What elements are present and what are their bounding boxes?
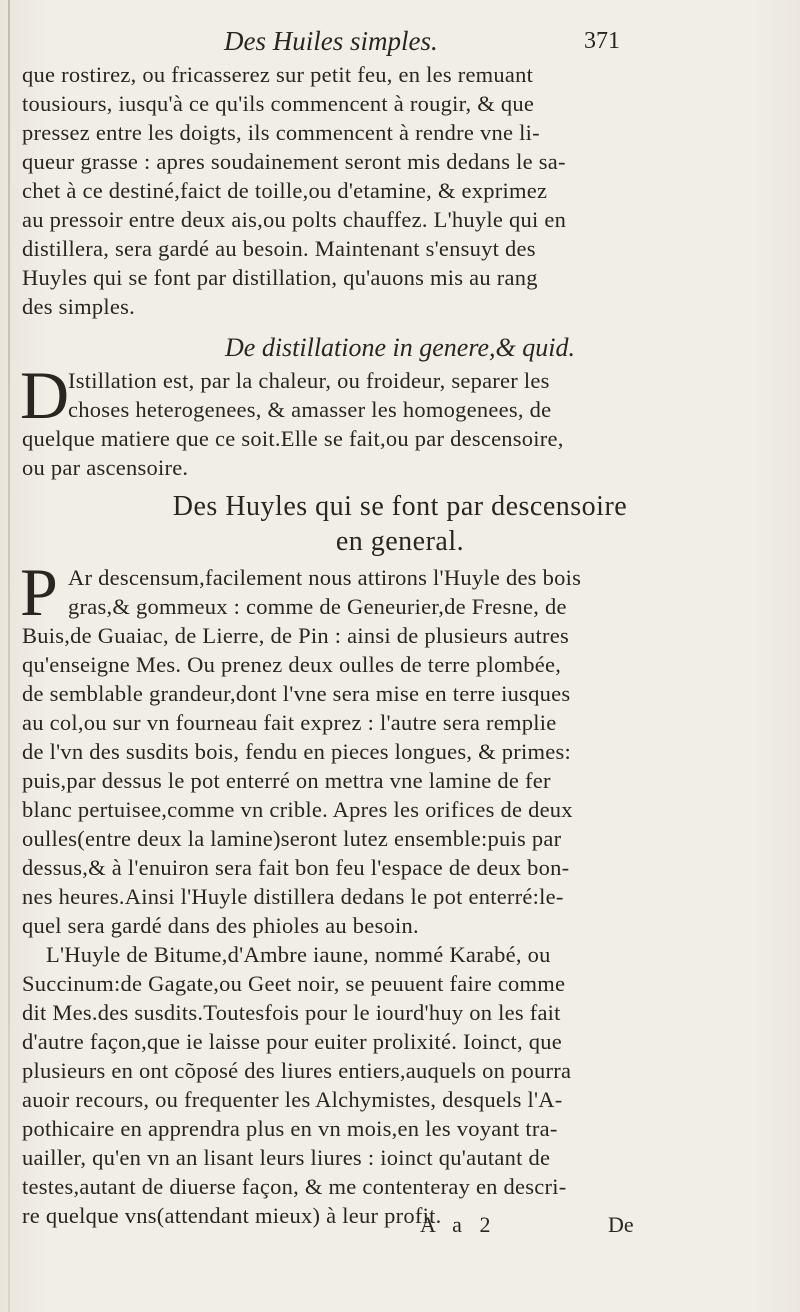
- text-line: puis,par dessus le pot enterré on mettra vne lamine de fer: [22, 768, 551, 793]
- paragraph-body: [22, 424, 774, 482]
- signature-mark: A a 2: [420, 1212, 497, 1237]
- drop-cap: D: [20, 357, 70, 433]
- text-line: au pressoir entre deux ais,ou polts chauffez. L'huyle qui en: [22, 207, 567, 232]
- text-line: de l'vn des susdits bois, fendu en pieces longues, & primes:: [22, 739, 571, 764]
- text-line: plusieurs en ont cõposé des liures entiers,auquels on pourra: [22, 1058, 572, 1083]
- text-line: blanc pertuisee,comme vn crible. Apres les orifices de deux: [22, 797, 573, 822]
- text-line: dessus,& à l'enuiron sera fait bon feu l'espace de deux bon-: [22, 855, 570, 880]
- text-line: pressez entre les doigts, ils commencent à rendre vne li-: [22, 120, 540, 145]
- text-line: chet à ce destiné,faict de toille,ou d'etamine, & exprimez: [22, 178, 548, 203]
- text-line: auoir recours, ou frequenter les Alchymistes, desquels l'A-: [22, 1087, 563, 1112]
- text-line: quel sera gardé dans des phioles au besoin.: [22, 913, 419, 938]
- text-line: dit Mes.des susdits.Toutesfois pour le iourd'huy on les fait: [22, 1000, 561, 1025]
- text-line: gras,& gommeux : comme de Geneurier,de Fresne, de: [68, 594, 567, 619]
- text-line: L'Huyle de Bitume,d'Ambre iaune, nommé Karabé, ou: [46, 942, 551, 967]
- text-line: Huyles qui se font par distillation, qu'auons mis au rang: [22, 265, 538, 290]
- text-line: que rostirez, ou fricasserez sur petit feu, en les remuant: [22, 62, 534, 87]
- page-gutter-edge: [8, 0, 10, 1312]
- text-line: Ar descensum,facilement nous attirons l'Huyle des bois: [68, 565, 582, 590]
- text-line: queur grasse : apres soudainement seront mis dedans le sa-: [22, 149, 566, 174]
- text-line: ou par ascensoire.: [22, 455, 189, 480]
- text-line: oulles(entre deux la lamine)seront lutez ensemble:puis par: [22, 826, 562, 851]
- text-line: distillera, sera gardé au besoin. Maintenant s'ensuyt des: [22, 236, 536, 261]
- text-line: des simples.: [22, 294, 135, 319]
- text-line: quelque matiere que ce soit.Elle se fait,ou par descensoire,: [22, 426, 564, 451]
- text-line: Istillation est, par la chaleur, ou froideur, separer les: [68, 368, 550, 393]
- section-heading-latin: De distillatione in genere,& quid.: [225, 333, 575, 362]
- text-line: choses heterogenees, & amasser les homogenees, de: [68, 397, 552, 422]
- section-heading-line2: en general.: [335, 526, 465, 557]
- section-heading-line1: Des Huyles qui se font par descensoire: [172, 491, 628, 522]
- text-line: pothicaire en apprendra plus en vn mois,en les voyant tra-: [22, 1116, 558, 1141]
- text-line: d'autre façon,que ie laisse pour euiter prolixité. Ioinct, que: [22, 1029, 562, 1054]
- text-line: nes heures.Ainsi l'Huyle distillera dedans le pot enterré:le-: [22, 884, 564, 909]
- text-line: uailler, qu'en vn an lisant leurs liures : ioinct qu'autant de: [22, 1145, 551, 1170]
- running-head: [0, 26, 800, 60]
- text-line: Buis,de Guaiac, de Lierre, de Pin : ainsi de plusieurs autres: [22, 623, 569, 648]
- text-line: qu'enseigne Mes. Ou prenez deux oulles de terre plombée,: [22, 652, 562, 677]
- text-line: testes,autant de diuerse façon, & me contenteray en descri-: [22, 1174, 567, 1199]
- running-title: Des Huiles simples.: [224, 26, 438, 56]
- page-number: 371: [584, 28, 620, 54]
- text-line: au col,ou sur vn fourneau fait exprez : l'autre sera remplie: [22, 710, 557, 735]
- text-line: tousiours, iusqu'à ce qu'ils commencent à rougir, & que: [22, 91, 535, 116]
- paragraph-continuation: [22, 60, 774, 321]
- text-line: de semblable grandeur,dont l'vne sera mise en terre iusques: [22, 681, 571, 706]
- text-line: re quelque vns(attendant mieux) à leur profit.: [22, 1203, 442, 1228]
- drop-cap: P: [20, 554, 58, 630]
- text-line: Succinum:de Gagate,ou Geet noir, se peuuent faire comme: [22, 971, 566, 996]
- paragraph-body: [22, 621, 774, 940]
- paragraph-bitume: [22, 940, 774, 1230]
- catchword: De: [608, 1212, 634, 1237]
